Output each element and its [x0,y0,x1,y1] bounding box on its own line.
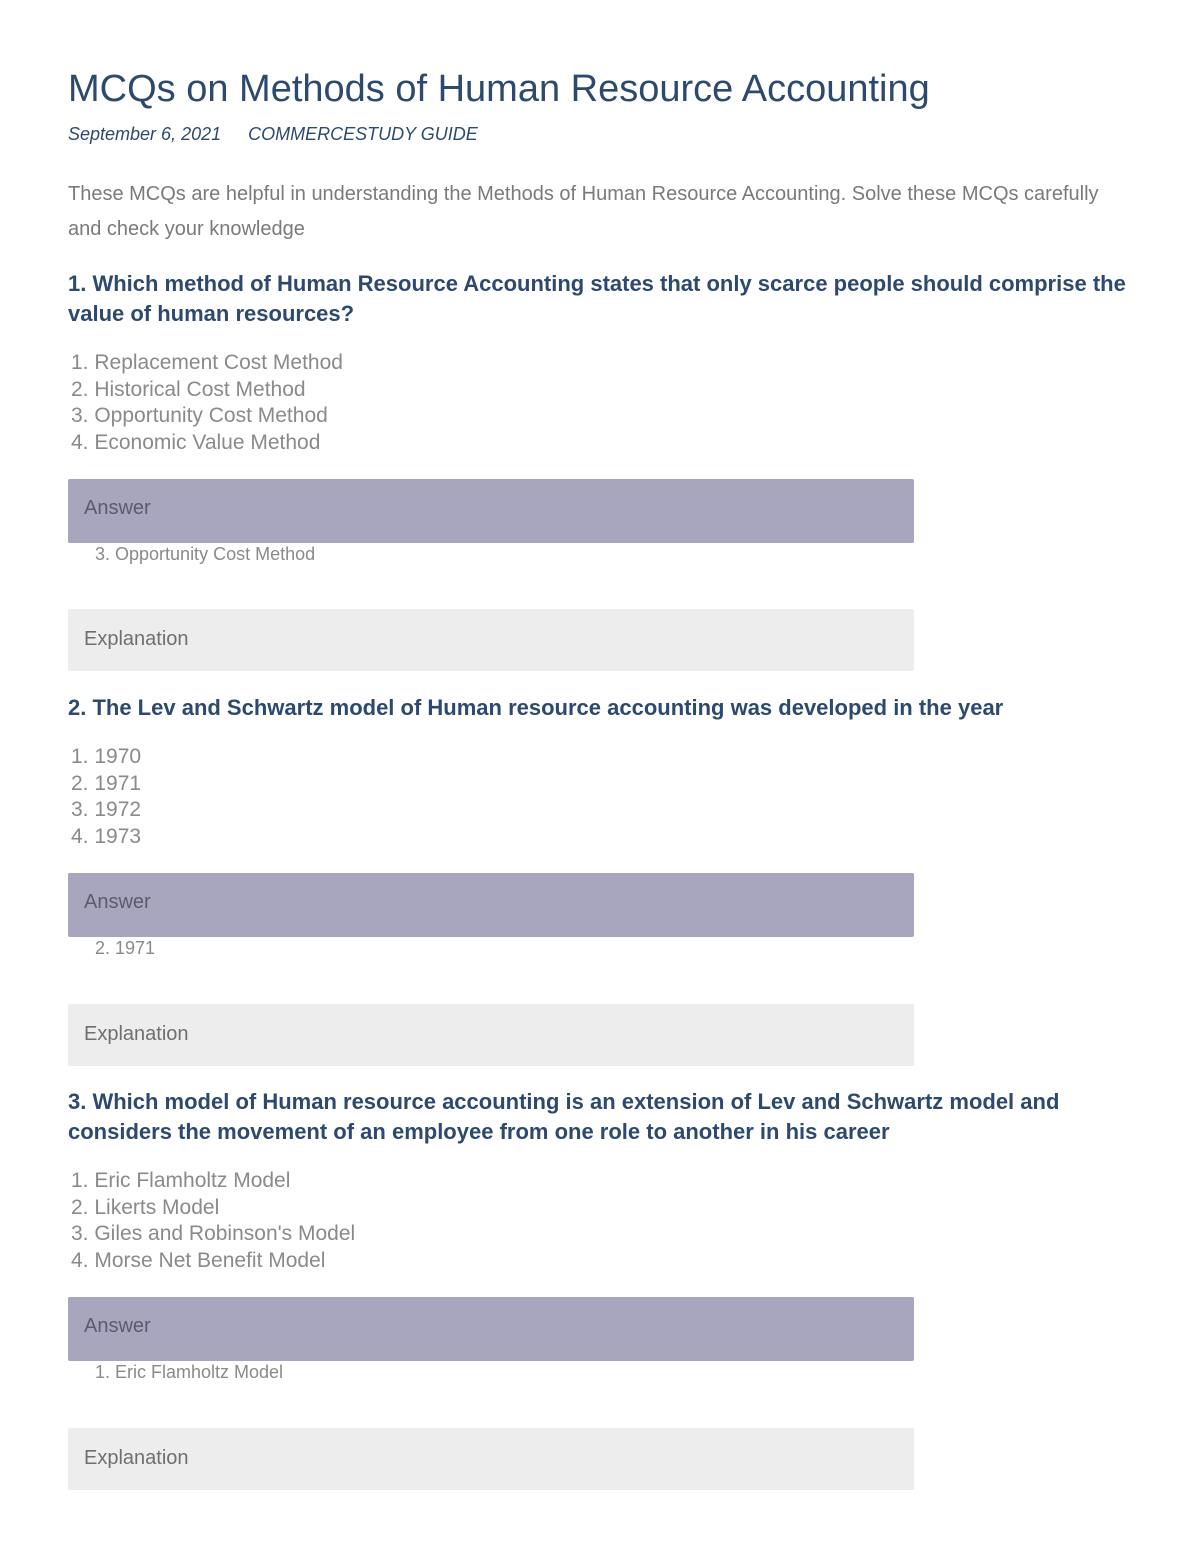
answer-2: 2. 1971 [95,938,156,958]
question-2-options [71,744,141,850]
question-3-options [71,1168,355,1274]
question-2: 2. The Lev and Schwartz model of Human resource accounting was developed in the year [68,695,1004,720]
answer-label: Answer [84,1315,151,1337]
answer-toggle-2[interactable] [68,873,914,937]
post-date[interactable]: September 6, 2021 [68,124,222,144]
option: 2. Likerts Model [71,1195,220,1219]
option: 4. 1973 [71,824,142,848]
option: 4. Morse Net Benefit Model [71,1248,326,1272]
post-author[interactable]: COMMERCESTUDY GUIDE [248,124,478,144]
explanation-label: Explanation [84,628,189,650]
question-3: 3. Which model of Human resource accounting is an extension of Lev and Schwartz model and considers the movement of an employee from one role to another in his career [68,1089,1060,1144]
option: 2. Historical Cost Method [71,377,306,401]
question-1-options [71,350,343,456]
option: 1. Eric Flamholtz Model [71,1169,291,1192]
option: 2. 1971 [71,771,142,795]
option: 3. Giles and Robinson's Model [71,1222,356,1245]
explanation-label: Explanation [84,1023,189,1045]
option: 3. Opportunity Cost Method [71,404,328,427]
explanation-toggle-1[interactable] [68,609,914,671]
answer-3: 1. Eric Flamholtz Model [95,1362,284,1382]
answer-toggle-1[interactable] [68,479,914,543]
option: 1. Replacement Cost Method [71,351,343,374]
answer-label: Answer [84,497,151,519]
answer-1: 3. Opportunity Cost Method [95,544,316,564]
explanation-toggle-2[interactable] [68,1004,914,1066]
answer-label: Answer [84,891,151,913]
explanation-toggle-3[interactable] [68,1428,914,1490]
option: 1. 1970 [71,745,142,768]
explanation-label: Explanation [84,1447,189,1469]
answer-toggle-3[interactable] [68,1297,914,1361]
post-meta [68,124,478,145]
page-title: MCQs on Methods of Human Resource Accounting [68,68,930,110]
option: 3. 1972 [71,798,142,821]
question-1: 1. Which method of Human Resource Accounting states that only scarce people should comprise the value of human resources? [68,271,1126,326]
option: 4. Economic Value Method [71,430,321,454]
intro-paragraph: These MCQs are helpful in understanding the Methods of Human Resource Accounting. Solve these MCQs carefully and check your knowledge [68,183,1099,240]
